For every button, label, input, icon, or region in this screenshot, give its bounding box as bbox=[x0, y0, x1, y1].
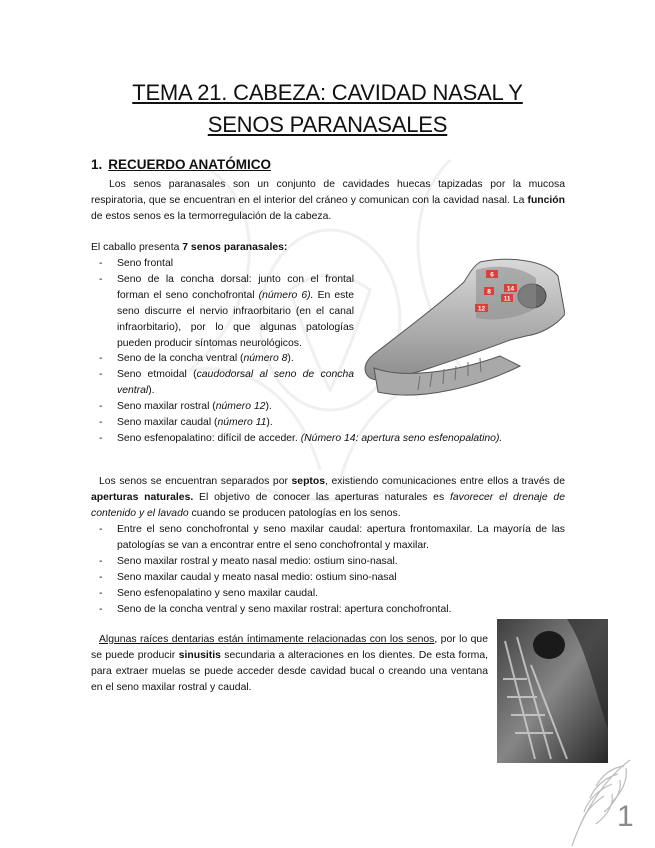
sinus-number-note: número 8 bbox=[243, 353, 288, 365]
section-heading bbox=[91, 157, 271, 172]
sinus-detail: ). bbox=[148, 385, 155, 397]
sinus-number-note: número 12 bbox=[215, 401, 266, 413]
list-item bbox=[91, 415, 557, 431]
horse-sinuses-intro bbox=[91, 240, 391, 256]
roots-text-2: secundaria a alteraciones en los dientes. De esta forma, para extraer muelas se puede acceder desde cavidad bucal o creando una ventana en el seno maxilar rostral y caudal. bbox=[91, 649, 488, 693]
sinus-number-note: número 11 bbox=[217, 417, 267, 429]
septos-bold-1: septos bbox=[291, 476, 326, 487]
sinus-number-note: caudodorsal al seno de concha ventral bbox=[117, 369, 355, 397]
list-item bbox=[91, 431, 557, 447]
skull-label: 8 bbox=[487, 288, 491, 296]
list-item bbox=[91, 367, 354, 399]
section-title: RECUERDO ANATÓMICO bbox=[108, 157, 272, 172]
list-item bbox=[91, 272, 354, 352]
page-title-line-2: SENOS PARANASALES bbox=[207, 112, 448, 137]
sinus-name: Seno maxilar rostral ( bbox=[117, 401, 216, 413]
sinus-name: Seno frontal bbox=[117, 258, 174, 269]
dental-roots-paragraph bbox=[91, 632, 488, 696]
septos-paragraph bbox=[91, 474, 565, 522]
page-title-line-1: TEMA 21. CABEZA: CAVIDAD NASAL Y bbox=[132, 80, 523, 105]
septos-bold-2: aperturas naturales. bbox=[91, 491, 194, 503]
intro-text-2: de estos senos es la termorregulación de la cabeza. bbox=[91, 210, 332, 222]
sinus-name: Seno maxilar caudal ( bbox=[117, 417, 218, 429]
list-item: - Entre el seno conchofrontal y seno maxilar caudal: apertura frontomaxilar. La mayoría de las patologías se van a encontrar entre el seno conchofrontal y maxilar. bbox=[91, 522, 565, 554]
septos-text-1: Los senos se encuentran separados por bbox=[99, 476, 292, 487]
horse-skull-illustration bbox=[360, 256, 565, 404]
sinus-radiograph-image bbox=[497, 619, 608, 763]
page-number: 1 bbox=[617, 800, 634, 833]
skull-label: 6 bbox=[490, 271, 494, 279]
list-item: - Seno maxilar rostral y meato nasal medio: ostium sino-nasal. bbox=[91, 554, 565, 570]
roots-underlined-text: Algunas raíces dentarias están íntimamente relacionadas con los senos bbox=[99, 634, 435, 645]
sinus-name: Seno de la concha dorsal: junto con el frontal forman el seno conchofrontal bbox=[117, 273, 354, 301]
sinus-name: Seno esfenopalatino: difícil de acceder. bbox=[117, 432, 301, 444]
list-item: - Seno esfenopalatino y seno maxilar caudal. bbox=[91, 586, 565, 602]
roots-text-1: , por lo que se puede producir bbox=[91, 634, 488, 661]
roots-bold-term: sinusitis bbox=[178, 649, 221, 661]
horse-intro-bold: 7 senos paranasales: bbox=[182, 242, 288, 253]
skull-label: 11 bbox=[503, 295, 511, 303]
list-item: - Seno maxilar caudal y meato nasal medio: ostium sino-nasal bbox=[91, 570, 565, 586]
septos-text-3: El objetivo de conocer las aperturas naturales es bbox=[193, 491, 450, 503]
sinus-name: Seno etmoidal ( bbox=[117, 369, 197, 381]
sinus-detail: ). bbox=[266, 417, 273, 429]
sinus-name: Seno de la concha ventral ( bbox=[117, 353, 244, 365]
intro-bold-term: función bbox=[527, 194, 565, 206]
intro-text-1: Los senos paranasales son un conjunto de cavidades huecas tapizadas por la mucosa respiratoria, que se encuentran en el interior del cráneo y comunican con la cavidad nasal. La bbox=[91, 179, 565, 206]
horse-intro-text: El caballo presenta bbox=[91, 242, 183, 253]
list-item: - Seno de la concha ventral y seno maxilar rostral: apertura conchofrontal. bbox=[91, 602, 565, 618]
section-number: 1. bbox=[91, 157, 103, 172]
skull-label: 12 bbox=[477, 305, 486, 313]
intro-paragraph bbox=[91, 177, 565, 225]
sinus-number-note: (Número 14: apertura seno esfenopalatino). bbox=[300, 432, 503, 444]
septos-italic: favorecer el drenaje de contenido y el lavado bbox=[91, 491, 565, 519]
sinus-detail: ). bbox=[265, 401, 272, 413]
sinus-detail: ). bbox=[287, 353, 294, 365]
sinus-number-note: (número 6). bbox=[258, 289, 314, 301]
skull-label: 14 bbox=[506, 285, 515, 293]
sinus-detail: En este seno discurre el nervio infraorbitario (en el canal infraorbitario), por lo que algunas patologías pueden producir síntomas neurológicos. bbox=[117, 289, 354, 349]
apertures-list bbox=[91, 522, 565, 617]
septos-text-2: , existiendo comunicaciones entre ellos a través de bbox=[325, 476, 565, 487]
septos-text-4: cuando se producen patologías en los senos. bbox=[188, 507, 401, 519]
